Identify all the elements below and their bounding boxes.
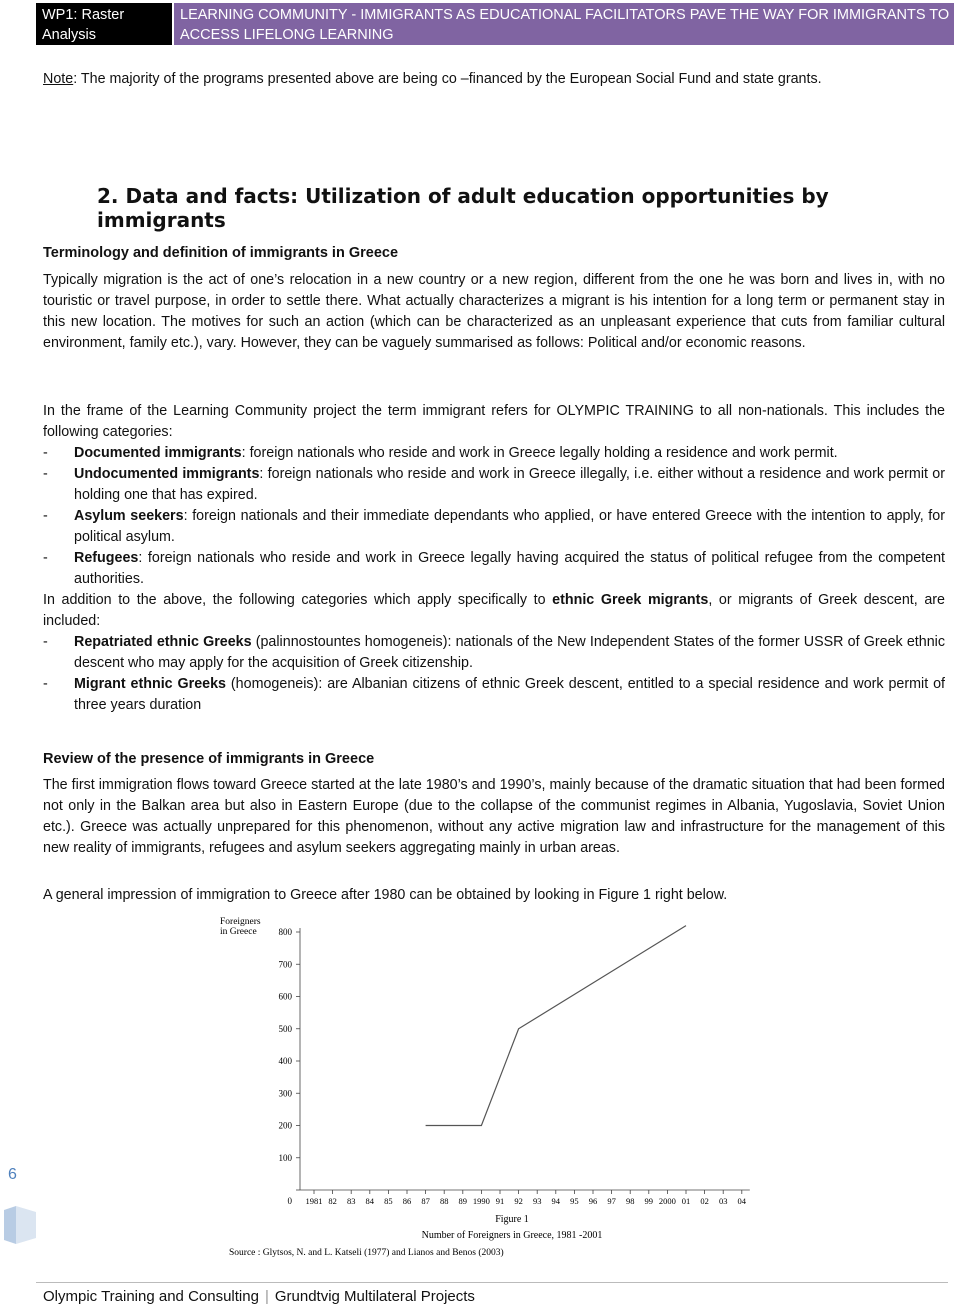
category-documented <box>43 443 945 464</box>
footer-separator: | <box>264 1288 269 1305</box>
category-desc: (palinnostountes homogeneis): nationals of the New Independent States of the former USSR of Greek ethnic descent who may apply for the acquisition of Greek citizenship. <box>74 634 945 671</box>
chart-x-tick-label: 89 <box>458 1196 468 1206</box>
chart-x-tick-label: 2000 <box>658 1196 676 1206</box>
chart-x-tick-label: 97 <box>607 1196 616 1206</box>
chart-x-tick-label: 95 <box>570 1196 579 1206</box>
category-asylum <box>43 506 945 548</box>
category-desc: : foreign nationals who reside and work in Greece legally holding a residence and work permit. <box>241 445 838 461</box>
chart-x-tick-label: 87 <box>421 1196 430 1206</box>
terminology-paragraph-3 <box>43 590 945 632</box>
chart-y-tick-label: 200 <box>278 1120 292 1131</box>
list-dash: - <box>43 550 48 566</box>
list-dash: - <box>43 445 48 461</box>
terminology-heading: Terminology and definition of immigrants in Greece <box>43 245 399 261</box>
footer <box>43 1287 475 1307</box>
chart-x-tick-label: 03 <box>718 1196 728 1206</box>
chart-y-tick-label: 700 <box>278 959 292 970</box>
note-paragraph <box>43 69 945 90</box>
category-term: Refugees <box>74 550 139 566</box>
chart-x-tick-label: 99 <box>644 1196 654 1206</box>
chart-y-tick-label: 300 <box>278 1088 292 1099</box>
category-undocumented <box>43 464 945 506</box>
chart-y-tick-label: 800 <box>278 927 292 937</box>
chart-x-tick-label: 98 <box>625 1196 635 1206</box>
chart-series-line <box>426 926 686 1126</box>
chart-y-tick-label: 0 <box>287 1196 292 1206</box>
footer-right: Grundtvig Multilateral Projects <box>274 1288 475 1305</box>
chart-y-tick-label: 500 <box>278 1023 292 1034</box>
chart-x-tick-label: 96 <box>588 1196 598 1206</box>
category-desc: : foreign nationals who reside and work in Greece legally having acquired the status of political refugee from the competent authorities. <box>74 550 945 587</box>
terminology-paragraph-2: In the frame of the Learning Community project the term immigrant refers for OLYMPIC TRAINING to all non-nationals. This includes the following categories: <box>43 403 945 440</box>
review-heading: Review of the presence of immigrants in Greece <box>43 751 375 767</box>
list-dash: - <box>43 634 48 650</box>
chart-x-tick-label: 04 <box>737 1196 747 1206</box>
header-section-label: WP1: Raster Analysis <box>36 3 172 45</box>
chart-y-tick-label: 600 <box>278 991 292 1002</box>
chart-x-tick-label: 02 <box>700 1196 709 1206</box>
chart-x-tick-label: 01 <box>681 1196 691 1206</box>
category-term: Documented immigrants <box>74 445 242 461</box>
footer-divider <box>36 1282 948 1283</box>
chart-caption: Number of Foreigners in Greece, 1981 -2001 <box>421 1230 603 1241</box>
list-dash: - <box>43 466 48 482</box>
chart-x-tick-label: 85 <box>384 1196 393 1206</box>
category-term: Undocumented immigrants <box>74 466 260 482</box>
immigration-line-chart <box>200 910 760 1260</box>
category-term: Repatriated ethnic Greeks <box>74 634 252 650</box>
chart-x-tick-label: 93 <box>532 1196 542 1206</box>
category-refugees <box>43 548 945 590</box>
chart-x-tick-label: 82 <box>328 1196 337 1206</box>
page-number: 6 <box>8 1166 17 1183</box>
terminology-paragraph-1: Typically migration is the act of one’s relocation in a new country or a new region, different from the one he was born and lives in, with no touristic or travel purpose, in order to settle there. What actually characterizes a migrant is his intention for a long term or permanent stay in this new location. The motives for such an action (which can be characterized as an unpleasant experience that cuts from familiar cultural environment, family etc.), vary. However, they can be vaguely summarised as follows: Political and/or economic reasons. <box>43 272 945 351</box>
chart-x-tick-label: 88 <box>439 1196 449 1206</box>
category-desc: : foreign nationals who reside and work in Greece illegally, i.e. either without a residence and work permit or holding one that has expired. <box>74 466 945 503</box>
review-paragraph-1: The first immigration flows toward Greece started at the late 1980’s and 1990’s, mainly because of the dramatic situation that had been formed not only in the Balkan area but also in Eastern Europe (due to the collapse of the communist regimes in Albania, Yugoslavia, Soviet Union etc.). Greece was actually unprepared for this phenomenon, without any active migration law and infrastructure for the management of this new reality of immigrants, refugees and asylum seekers aggregating mainly in urban areas. <box>43 777 945 856</box>
p3-post: , or migrants of Greek descent, are included: <box>43 592 946 629</box>
chart-y-tick-label: 400 <box>278 1056 292 1066</box>
chart-source: Source : Glytsos, N. and L. Katseli (1977) and Lianos and Benos (2003) <box>229 1248 504 1258</box>
category-term: Migrant ethnic Greeks <box>74 676 227 692</box>
chart-x-tick-label: 84 <box>365 1196 375 1206</box>
header-project-title: LEARNING COMMUNITY - IMMIGRANTS AS EDUCATIONAL FACILITATORS PAVE THE WAY FOR IMMIGRANTS TO ACCESS LIFELONG LEARNING <box>174 3 954 45</box>
p3-pre: In addition to the above, the following categories which apply specifically to <box>43 592 553 608</box>
note-label: Note <box>43 71 74 87</box>
list-dash: - <box>43 508 48 524</box>
footer-left: Olympic Training and Consulting <box>43 1288 259 1305</box>
chart-ylabel-line1: Foreigners <box>220 917 261 927</box>
chart-x-tick-label: 83 <box>346 1196 356 1206</box>
chart-x-tick-label: 1990 <box>472 1196 490 1206</box>
section-title: 2. Data and facts: Utilization of adult education opportunities by immigrants <box>97 184 829 232</box>
list-dash: - <box>43 676 48 692</box>
page-corner-decoration-icon <box>2 1204 38 1246</box>
chart-y-tick-label: 100 <box>278 1152 292 1163</box>
note-text: : The majority of the programs presented above are being co –financed by the European Social Fund and state grants. <box>73 71 822 87</box>
chart-x-tick-label: 86 <box>402 1196 412 1206</box>
p3-bold: ethnic Greek migrants <box>552 592 709 608</box>
category-migrant-ethnic <box>43 674 945 716</box>
chart-ylabel-line2: in Greece <box>220 927 257 937</box>
chart-figure-label: Figure 1 <box>495 1214 529 1225</box>
chart-x-tick-label: 92 <box>514 1196 523 1206</box>
chart-x-tick-label: 91 <box>495 1196 505 1206</box>
category-desc: (homogeneis): are Albanian citizens of ethnic Greek descent, entitled to a special residence and work permit of three years duration <box>74 676 945 713</box>
category-term: Asylum seekers <box>74 508 184 524</box>
chart-x-tick-label: 94 <box>551 1196 561 1206</box>
category-repatriated <box>43 632 945 674</box>
category-desc: : foreign nationals and their immediate dependants who applied, or have entered Greece with the intention to apply, for political asylum. <box>74 508 945 545</box>
review-paragraph-2: A general impression of immigration to Greece after 1980 can be obtained by looking in Figure 1 right below. <box>43 887 728 903</box>
chart-x-tick-label: 1981 <box>305 1196 323 1206</box>
